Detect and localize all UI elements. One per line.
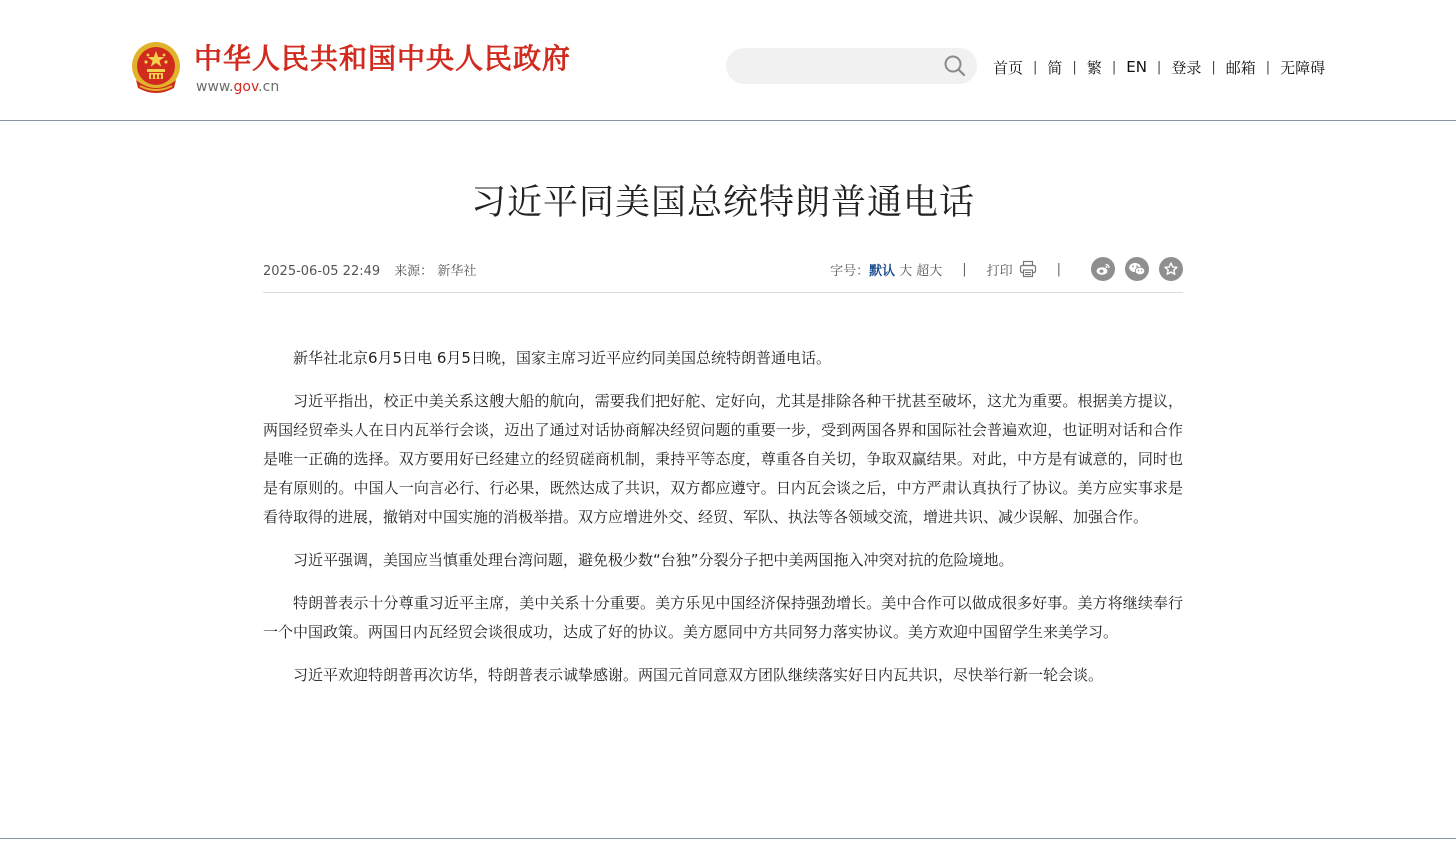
article-paragraph: 新华社北京6月5日电 6月5日晚，国家主席习近平应约同美国总统特朗普通电话。 — [293, 349, 831, 367]
font-size-label: 字号： — [830, 263, 870, 279]
source-name: 新华社 — [437, 264, 477, 279]
site-url-accent: gov — [233, 79, 259, 95]
article-title: 习近平同美国总统特朗普通电话 — [470, 183, 975, 223]
nav-accessibility[interactable]: 无障碍 — [1280, 58, 1326, 77]
nav-separator: | — [1265, 59, 1271, 75]
article-body — [263, 344, 1183, 704]
nav-login[interactable]: 登录 — [1171, 58, 1202, 77]
site-url-prefix: www. — [196, 79, 234, 95]
print-button[interactable] — [987, 260, 1037, 279]
printer-icon — [1019, 260, 1037, 278]
nav-english[interactable]: EN — [1126, 58, 1147, 76]
nav-separator: | — [1156, 59, 1162, 75]
site-header — [0, 0, 1456, 121]
favorite-icon[interactable] — [1159, 257, 1183, 281]
tools-separator: | — [1056, 261, 1061, 277]
nav-separator: | — [1211, 59, 1216, 75]
wechat-icon[interactable] — [1125, 257, 1149, 281]
article-paragraph: 习近平强调，美国应当慎重处理台湾问题，避免极少数“台独”分裂分子把中美两国拖入冲突对抗的危险境地。 — [293, 551, 1014, 569]
search-box — [726, 48, 977, 84]
nav-separator: | — [1072, 59, 1077, 75]
article-paragraph: 特朗普表示十分尊重习近平主席，美中关系十分重要。美方乐见中国经济保持强劲增长。美中合作可以做成很多好事。美方将继续奉行一个中国政策。两国日内瓦经贸会谈很成功，达成了好的协议。美方愿同中方共同努力落实协议。美方欢迎中国留学生来美学习。 — [263, 594, 1183, 641]
font-size-large[interactable]: 大 — [899, 263, 913, 279]
nav-home[interactable]: 首页 — [993, 58, 1024, 77]
nav-separator: | — [1033, 59, 1038, 75]
top-nav — [993, 56, 1325, 78]
nav-separator: | — [1111, 59, 1117, 75]
site-name[interactable]: 中华人民共和国中央人民政府 — [194, 42, 572, 75]
font-size-default[interactable]: 默认 — [869, 263, 896, 279]
publish-datetime: 2025-06-05 22:49 — [263, 264, 381, 279]
article-paragraph: 习近平欢迎特朗普再次访华，特朗普表示诚挚感谢。两国元首同意双方团队继续落实好日内瓦共识，尽快举行新一轮会谈。 — [293, 666, 1104, 684]
article-meta — [263, 260, 1183, 293]
article-paragraph: 习近平指出，校正中美关系这艘大船的航向，需要我们把好舵、定好向，尤其是排除各种干扰甚至破坏，这尤为重要。根据美方提议，两国经贸牵头人在日内瓦举行会谈，迈出了通过对话协商解决经贸问题的重要一步，受到两国各界和国际社会普遍欢迎，也证明对话和合作是唯一正确的选择。双方要用好已经建立的经贸磋商机制，秉持平等态度，尊重各自关切，争取双赢结果。对此，中方是有诚意的，同时也是有原则的。中国人一向言必行、行必果，既然达成了共识，双方都应遵守。日内瓦会谈之后，中方严肃认真执行了协议。美方应实事求是看待取得的进展，撤销对中国实施的消极举措。双方应增进外交、经贸、军队、执法等各领域交流，增进共识、减少误解、加强合作。 — [263, 392, 1183, 526]
nav-mailbox[interactable]: 邮箱 — [1225, 58, 1256, 77]
tools-separator: | — [962, 261, 967, 277]
font-size-extra-large[interactable]: 超大 — [916, 263, 943, 279]
article-tools — [830, 254, 1183, 284]
nav-traditional[interactable]: 繁 — [1086, 58, 1102, 77]
footer-divider — [0, 838, 1456, 839]
search-icon[interactable] — [943, 54, 967, 78]
source-label: 来源： — [394, 264, 434, 279]
search-input[interactable] — [744, 54, 938, 80]
national-emblem-icon[interactable] — [130, 40, 182, 96]
nav-simplified[interactable]: 简 — [1047, 58, 1063, 77]
site-url-suffix: .cn — [258, 79, 280, 95]
weibo-icon[interactable] — [1091, 257, 1115, 281]
print-label: 打印 — [986, 263, 1013, 279]
article-meta-info — [263, 262, 476, 282]
site-url — [196, 78, 279, 96]
